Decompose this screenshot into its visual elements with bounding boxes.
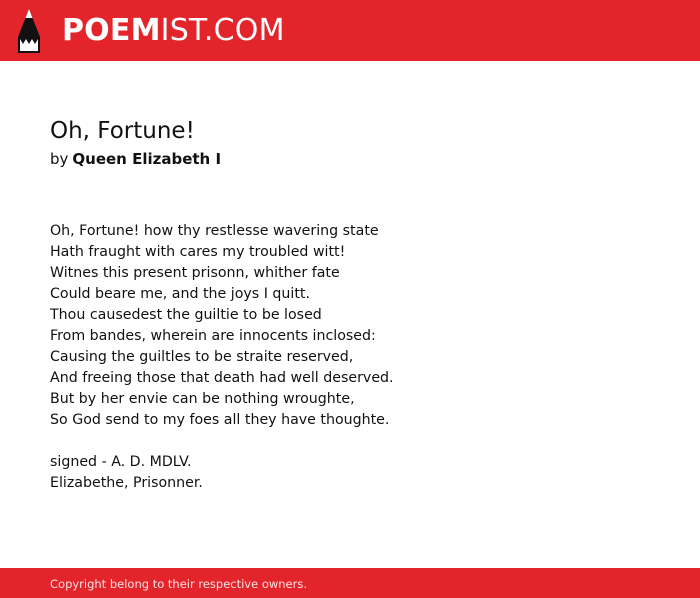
poem-line: Causing the guiltles to be straite reserved,: [50, 349, 354, 365]
poem-line: Could beare me, and the joys I quitt.: [50, 286, 310, 302]
copyright-text: Copyright belong to their respective owners.: [50, 577, 308, 591]
poem-body: [50, 221, 650, 494]
poem-line: But by her envie can be nothing wroughte,: [50, 391, 355, 407]
site-logo-link[interactable]: [16, 8, 285, 54]
site-logo-text: [62, 8, 285, 54]
poem-byline: [50, 149, 650, 169]
signature-line: signed - A. D. MDLV.: [50, 454, 192, 470]
site-footer: [0, 568, 700, 598]
byline-by-label: by: [50, 150, 69, 168]
stanza-gap: [50, 431, 650, 452]
poem-line: Hath fraught with cares my troubled witt!: [50, 244, 346, 260]
poem-content: [50, 116, 650, 494]
logo-bold-text: POEM: [62, 13, 161, 48]
signature-line: Elizabethe, Prisonner.: [50, 475, 203, 491]
logo-light-text: IST.COM: [160, 13, 285, 48]
poem-line: Witnes this present prisonn, whither fate: [50, 265, 340, 281]
pencil-tip-icon: [16, 9, 42, 53]
poem-line: From bandes, wherein are innocents inclosed:: [50, 328, 376, 344]
site-header: [0, 0, 700, 61]
poem-line: And freeing those that death had well deserved.: [50, 370, 394, 386]
poem-title: Oh, Fortune!: [50, 118, 195, 144]
poem-line: Oh, Fortune! how thy restlesse wavering state: [50, 223, 379, 239]
author-link[interactable]: Queen Elizabeth I: [72, 150, 222, 168]
poem-line: Thou causedest the guiltie to be losed: [50, 307, 322, 323]
poem-line: So God send to my foes all they have thoughte.: [50, 412, 390, 428]
